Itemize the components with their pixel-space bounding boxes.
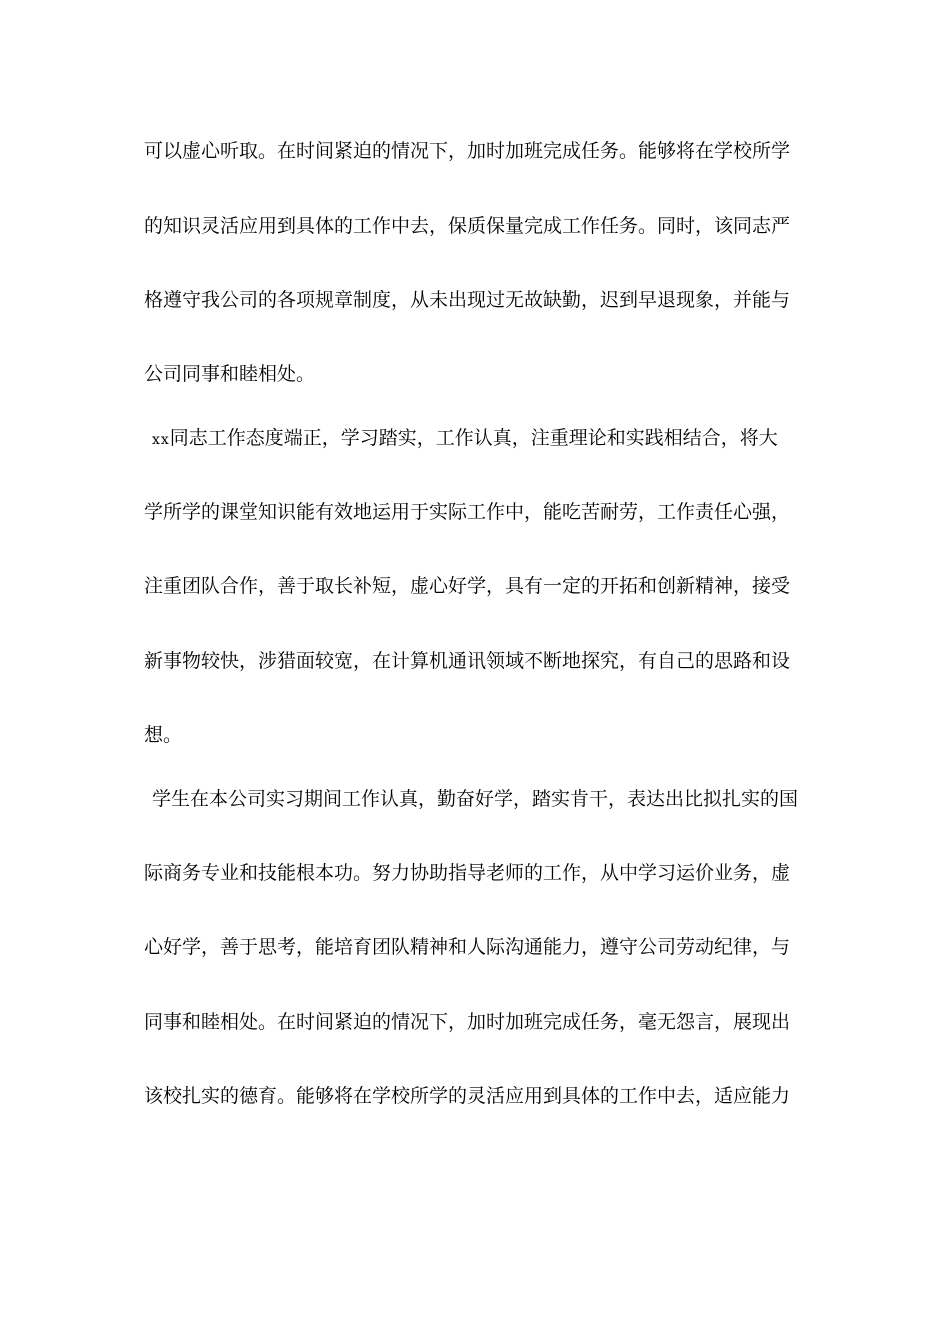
- paragraph-2-line-1: [152, 423, 778, 453]
- paragraph-1-line-2: 的知识灵活应用到具体的工作中去，保质保量完成工作任务。同时，该同志严: [144, 215, 791, 237]
- paragraph-1-line-1: 可以虚心听取。在时间紧迫的情况下，加时加班完成任务。能够将在学校所学: [144, 140, 791, 162]
- paragraph-2-line-3: 注重团队合作，善于取长补短，虚心好学，具有一定的开拓和创新精神，接受: [144, 575, 791, 597]
- paragraph-2-line-2: 学所学的课堂知识能有效地运用于实际工作中，能吃苦耐劳，工作责任心强，: [144, 501, 791, 523]
- paragraph-2-line-5: 想。: [144, 724, 183, 746]
- paragraph-2-line-1-text: 同志工作态度端正，学习踏实，工作认真，注重理论和实践相结合，将大: [169, 427, 778, 449]
- paragraph-3-line-4: 同事和睦相处。在时间紧迫的情况下，加时加班完成任务，毫无怨言，展现出: [144, 1011, 791, 1033]
- paragraph-1-line-3: 格遵守我公司的各项规章制度，从未出现过无故缺勤，迟到早退现象，并能与: [144, 289, 791, 311]
- paragraph-3-line-1: 学生在本公司实习期间工作认真，勤奋好学，踏实肯干，表达出比拟扎实的国: [152, 788, 799, 810]
- paragraph-2-line-4: 新事物较快，涉猎面较宽，在计算机通讯领域不断地探究，有自己的思路和设: [144, 650, 791, 672]
- paragraph-3-line-2: 际商务专业和技能根本功。努力协助指导老师的工作，从中学习运价业务，虚: [144, 862, 791, 884]
- paragraph-2-prefix: xx: [152, 432, 170, 448]
- paragraph-3-line-5: 该校扎实的德育。能够将在学校所学的灵活应用到具体的工作中去，适应能力: [144, 1085, 791, 1107]
- paragraph-3-line-3: 心好学，善于思考，能培育团队精神和人际沟通能力，遵守公司劳动纪律，与: [144, 936, 791, 958]
- paragraph-1-line-4: 公司同事和睦相处。: [144, 363, 316, 385]
